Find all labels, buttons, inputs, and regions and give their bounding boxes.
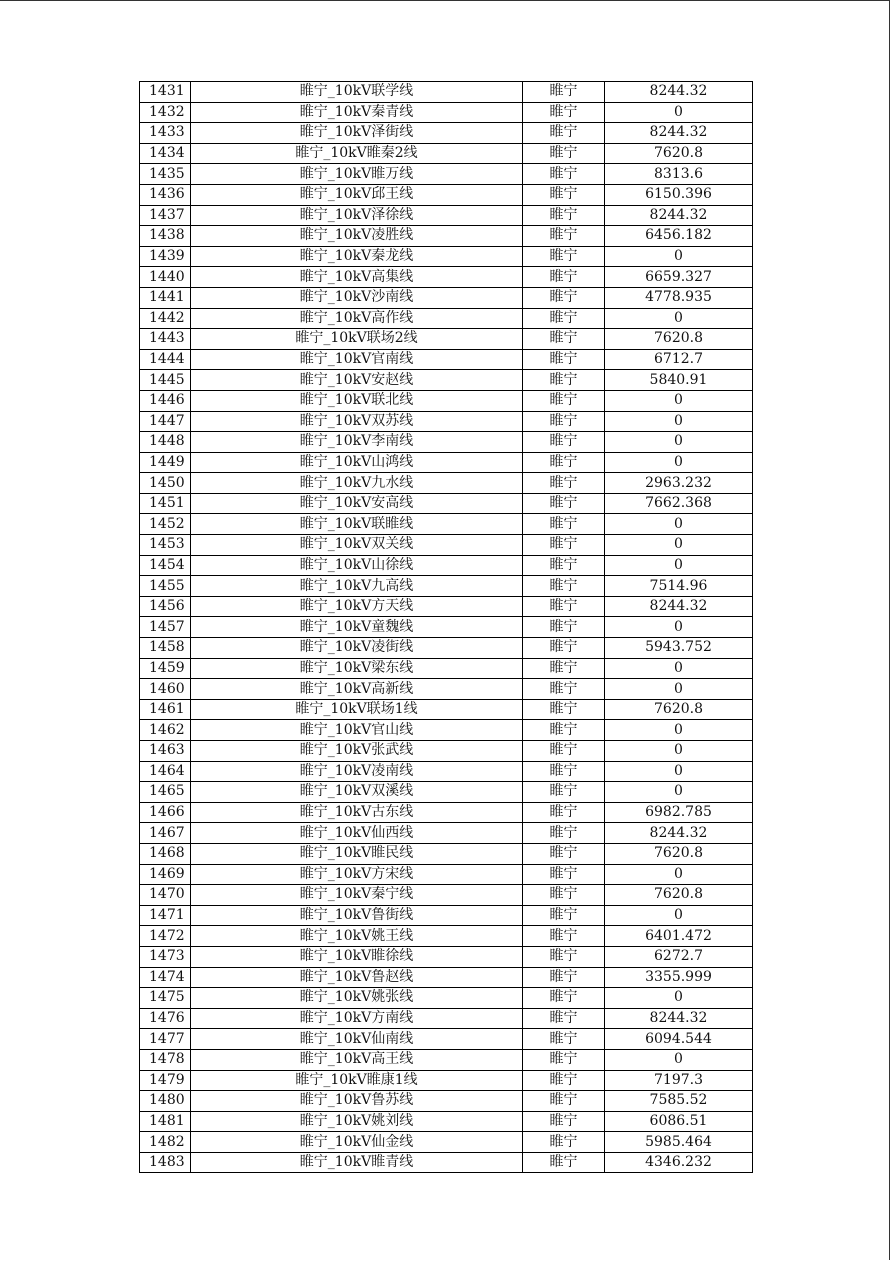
row-number-cell: 1481: [140, 1111, 191, 1132]
value-cell: 6401.472: [605, 926, 753, 947]
row-number-cell: 1467: [140, 823, 191, 844]
area-cell: 睢宁: [523, 782, 605, 803]
table-row: [140, 720, 753, 741]
table-row: [140, 452, 753, 473]
row-number-cell: 1472: [140, 926, 191, 947]
value-cell: 0: [605, 1049, 753, 1070]
line-name-cell: 睢宁_10kV姚王线: [191, 926, 523, 947]
row-number-cell: 1454: [140, 555, 191, 576]
table-row: [140, 164, 753, 185]
row-number-cell: 1450: [140, 473, 191, 494]
line-name-cell: 睢宁_10kV凌南线: [191, 761, 523, 782]
row-number-cell: 1434: [140, 143, 191, 164]
table-row: [140, 308, 753, 329]
table-row: [140, 782, 753, 803]
value-cell: 0: [605, 864, 753, 885]
data-table: [139, 81, 753, 1173]
value-cell: 7620.8: [605, 699, 753, 720]
row-number-cell: 1442: [140, 308, 191, 329]
area-cell: 睢宁: [523, 1132, 605, 1153]
row-number-cell: 1460: [140, 679, 191, 700]
line-name-cell: 睢宁_10kV安赵线: [191, 370, 523, 391]
table-row: [140, 1091, 753, 1112]
area-cell: 睢宁: [523, 514, 605, 535]
line-name-cell: 睢宁_10kV凌街线: [191, 638, 523, 659]
area-cell: 睢宁: [523, 432, 605, 453]
row-number-cell: 1435: [140, 164, 191, 185]
table-row: [140, 184, 753, 205]
area-cell: 睢宁: [523, 864, 605, 885]
line-name-cell: 睢宁_10kV山鸿线: [191, 452, 523, 473]
row-number-cell: 1468: [140, 843, 191, 864]
row-number-cell: 1479: [140, 1070, 191, 1091]
value-cell: 7620.8: [605, 885, 753, 906]
value-cell: 0: [605, 761, 753, 782]
area-cell: 睢宁: [523, 1049, 605, 1070]
value-cell: 8313.6: [605, 164, 753, 185]
area-cell: 睢宁: [523, 349, 605, 370]
table-row: [140, 102, 753, 123]
table-row: [140, 946, 753, 967]
row-number-cell: 1447: [140, 411, 191, 432]
value-cell: 0: [605, 535, 753, 556]
area-cell: 睢宁: [523, 555, 605, 576]
row-number-cell: 1445: [140, 370, 191, 391]
table-row: [140, 143, 753, 164]
line-name-cell: 睢宁_10kV联睢线: [191, 514, 523, 535]
area-cell: 睢宁: [523, 741, 605, 762]
row-number-cell: 1438: [140, 226, 191, 247]
value-cell: 6086.51: [605, 1111, 753, 1132]
table-row: [140, 864, 753, 885]
value-cell: 7620.8: [605, 329, 753, 350]
area-cell: 睢宁: [523, 287, 605, 308]
value-cell: 2963.232: [605, 473, 753, 494]
value-cell: 0: [605, 102, 753, 123]
value-cell: 0: [605, 905, 753, 926]
area-cell: 睢宁: [523, 123, 605, 144]
value-cell: 0: [605, 390, 753, 411]
row-number-cell: 1457: [140, 617, 191, 638]
row-number-cell: 1482: [140, 1132, 191, 1153]
area-cell: 睢宁: [523, 267, 605, 288]
row-number-cell: 1440: [140, 267, 191, 288]
value-cell: 0: [605, 782, 753, 803]
value-cell: 8244.32: [605, 596, 753, 617]
line-name-cell: 睢宁_10kV睢康1线: [191, 1070, 523, 1091]
row-number-cell: 1459: [140, 658, 191, 679]
line-name-cell: 睢宁_10kV鲁赵线: [191, 967, 523, 988]
area-cell: 睢宁: [523, 82, 605, 103]
row-number-cell: 1462: [140, 720, 191, 741]
table-row: [140, 390, 753, 411]
row-number-cell: 1465: [140, 782, 191, 803]
value-cell: 0: [605, 246, 753, 267]
table-row: [140, 843, 753, 864]
value-cell: 0: [605, 514, 753, 535]
row-number-cell: 1478: [140, 1049, 191, 1070]
row-number-cell: 1452: [140, 514, 191, 535]
table-row: [140, 1008, 753, 1029]
line-name-cell: 睢宁_10kV联场1线: [191, 699, 523, 720]
area-cell: 睢宁: [523, 184, 605, 205]
area-cell: 睢宁: [523, 452, 605, 473]
row-number-cell: 1441: [140, 287, 191, 308]
value-cell: 0: [605, 432, 753, 453]
table-row: [140, 1152, 753, 1173]
line-name-cell: 睢宁_10kV鲁街线: [191, 905, 523, 926]
row-number-cell: 1444: [140, 349, 191, 370]
value-cell: 7662.368: [605, 493, 753, 514]
table-row: [140, 1132, 753, 1153]
line-name-cell: 睢宁_10kV睢民线: [191, 843, 523, 864]
table-row: [140, 741, 753, 762]
table-row: [140, 287, 753, 308]
row-number-cell: 1453: [140, 535, 191, 556]
table-row: [140, 267, 753, 288]
line-name-cell: 睢宁_10kV姚张线: [191, 988, 523, 1009]
value-cell: 0: [605, 720, 753, 741]
line-name-cell: 睢宁_10kV鲁苏线: [191, 1091, 523, 1112]
area-cell: 睢宁: [523, 843, 605, 864]
area-cell: 睢宁: [523, 1111, 605, 1132]
area-cell: 睢宁: [523, 1091, 605, 1112]
row-number-cell: 1451: [140, 493, 191, 514]
table-row: [140, 926, 753, 947]
value-cell: 0: [605, 988, 753, 1009]
line-name-cell: 睢宁_10kV姚刘线: [191, 1111, 523, 1132]
table-row: [140, 246, 753, 267]
area-cell: 睢宁: [523, 638, 605, 659]
line-name-cell: 睢宁_10kV秦宁线: [191, 885, 523, 906]
table-row: [140, 1070, 753, 1091]
area-cell: 睢宁: [523, 164, 605, 185]
area-cell: 睢宁: [523, 329, 605, 350]
table-row: [140, 514, 753, 535]
value-cell: 8244.32: [605, 82, 753, 103]
value-cell: 7197.3: [605, 1070, 753, 1091]
value-cell: 8244.32: [605, 1008, 753, 1029]
area-cell: 睢宁: [523, 885, 605, 906]
value-cell: 0: [605, 658, 753, 679]
line-name-cell: 睢宁_10kV联北线: [191, 390, 523, 411]
table-row: [140, 823, 753, 844]
line-name-cell: 睢宁_10kV仙南线: [191, 1029, 523, 1050]
row-number-cell: 1432: [140, 102, 191, 123]
line-name-cell: 睢宁_10kV双溪线: [191, 782, 523, 803]
line-name-cell: 睢宁_10kV睢万线: [191, 164, 523, 185]
area-cell: 睢宁: [523, 493, 605, 514]
table-row: [140, 1111, 753, 1132]
row-number-cell: 1480: [140, 1091, 191, 1112]
area-cell: 睢宁: [523, 988, 605, 1009]
row-number-cell: 1437: [140, 205, 191, 226]
line-name-cell: 睢宁_10kV方南线: [191, 1008, 523, 1029]
area-cell: 睢宁: [523, 946, 605, 967]
table-row: [140, 885, 753, 906]
area-cell: 睢宁: [523, 926, 605, 947]
row-number-cell: 1476: [140, 1008, 191, 1029]
area-cell: 睢宁: [523, 720, 605, 741]
value-cell: 4346.232: [605, 1152, 753, 1173]
value-cell: 7620.8: [605, 843, 753, 864]
table-row: [140, 596, 753, 617]
row-number-cell: 1443: [140, 329, 191, 350]
row-number-cell: 1477: [140, 1029, 191, 1050]
line-name-cell: 睢宁_10kV高集线: [191, 267, 523, 288]
line-name-cell: 睢宁_10kV官南线: [191, 349, 523, 370]
row-number-cell: 1483: [140, 1152, 191, 1173]
line-name-cell: 睢宁_10kV官山线: [191, 720, 523, 741]
table-row: [140, 82, 753, 103]
row-number-cell: 1463: [140, 741, 191, 762]
area-cell: 睢宁: [523, 823, 605, 844]
row-number-cell: 1473: [140, 946, 191, 967]
table-row: [140, 535, 753, 556]
value-cell: 6712.7: [605, 349, 753, 370]
area-cell: 睢宁: [523, 658, 605, 679]
table-row: [140, 679, 753, 700]
line-name-cell: 睢宁_10kV双关线: [191, 535, 523, 556]
value-cell: 8244.32: [605, 123, 753, 144]
row-number-cell: 1448: [140, 432, 191, 453]
line-name-cell: 睢宁_10kV高新线: [191, 679, 523, 700]
line-name-cell: 睢宁_10kV童魏线: [191, 617, 523, 638]
value-cell: 0: [605, 617, 753, 638]
line-name-cell: 睢宁_10kV李南线: [191, 432, 523, 453]
area-cell: 睢宁: [523, 473, 605, 494]
row-number-cell: 1433: [140, 123, 191, 144]
row-number-cell: 1431: [140, 82, 191, 103]
table-row: [140, 493, 753, 514]
line-name-cell: 睢宁_10kV双苏线: [191, 411, 523, 432]
line-name-cell: 睢宁_10kV联学线: [191, 82, 523, 103]
line-name-cell: 睢宁_10kV联场2线: [191, 329, 523, 350]
table-row: [140, 432, 753, 453]
line-name-cell: 睢宁_10kV张武线: [191, 741, 523, 762]
area-cell: 睢宁: [523, 411, 605, 432]
area-cell: 睢宁: [523, 905, 605, 926]
table-row: [140, 370, 753, 391]
line-name-cell: 睢宁_10kV山徐线: [191, 555, 523, 576]
line-name-cell: 睢宁_10kV梁东线: [191, 658, 523, 679]
line-name-cell: 睢宁_10kV高作线: [191, 308, 523, 329]
line-name-cell: 睢宁_10kV睢徐线: [191, 946, 523, 967]
line-name-cell: 睢宁_10kV沙南线: [191, 287, 523, 308]
table-row: [140, 617, 753, 638]
row-number-cell: 1446: [140, 390, 191, 411]
area-cell: 睢宁: [523, 967, 605, 988]
row-number-cell: 1475: [140, 988, 191, 1009]
line-name-cell: 睢宁_10kV睢青线: [191, 1152, 523, 1173]
line-name-cell: 睢宁_10kV九水线: [191, 473, 523, 494]
value-cell: 6659.327: [605, 267, 753, 288]
area-cell: 睢宁: [523, 617, 605, 638]
row-number-cell: 1455: [140, 576, 191, 597]
line-name-cell: 睢宁_10kV睢秦2线: [191, 143, 523, 164]
table-row: [140, 473, 753, 494]
table-row: [140, 123, 753, 144]
table-row: [140, 576, 753, 597]
line-name-cell: 睢宁_10kV九高线: [191, 576, 523, 597]
table-row: [140, 802, 753, 823]
area-cell: 睢宁: [523, 761, 605, 782]
table-row: [140, 905, 753, 926]
row-number-cell: 1449: [140, 452, 191, 473]
value-cell: 6150.396: [605, 184, 753, 205]
value-cell: 7620.8: [605, 143, 753, 164]
value-cell: 0: [605, 452, 753, 473]
area-cell: 睢宁: [523, 102, 605, 123]
value-cell: 0: [605, 411, 753, 432]
area-cell: 睢宁: [523, 226, 605, 247]
row-number-cell: 1464: [140, 761, 191, 782]
area-cell: 睢宁: [523, 1029, 605, 1050]
table-row: [140, 205, 753, 226]
table-row: [140, 761, 753, 782]
table-row: [140, 1049, 753, 1070]
row-number-cell: 1439: [140, 246, 191, 267]
area-cell: 睢宁: [523, 143, 605, 164]
line-name-cell: 睢宁_10kV泽街线: [191, 123, 523, 144]
row-number-cell: 1466: [140, 802, 191, 823]
row-number-cell: 1474: [140, 967, 191, 988]
area-cell: 睢宁: [523, 246, 605, 267]
area-cell: 睢宁: [523, 308, 605, 329]
value-cell: 6456.182: [605, 226, 753, 247]
area-cell: 睢宁: [523, 679, 605, 700]
area-cell: 睢宁: [523, 576, 605, 597]
row-number-cell: 1461: [140, 699, 191, 720]
value-cell: 7585.52: [605, 1091, 753, 1112]
line-name-cell: 睢宁_10kV安高线: [191, 493, 523, 514]
area-cell: 睢宁: [523, 596, 605, 617]
table-body: [140, 82, 753, 1173]
table-row: [140, 349, 753, 370]
line-name-cell: 睢宁_10kV古东线: [191, 802, 523, 823]
area-cell: 睢宁: [523, 1070, 605, 1091]
area-cell: 睢宁: [523, 370, 605, 391]
value-cell: 0: [605, 308, 753, 329]
table-row: [140, 329, 753, 350]
value-cell: 8244.32: [605, 823, 753, 844]
table-row: [140, 967, 753, 988]
line-name-cell: 睢宁_10kV仙金线: [191, 1132, 523, 1153]
area-cell: 睢宁: [523, 205, 605, 226]
line-name-cell: 睢宁_10kV方宋线: [191, 864, 523, 885]
value-cell: 5943.752: [605, 638, 753, 659]
line-name-cell: 睢宁_10kV仙西线: [191, 823, 523, 844]
area-cell: 睢宁: [523, 535, 605, 556]
table-row: [140, 988, 753, 1009]
value-cell: 6272.7: [605, 946, 753, 967]
row-number-cell: 1470: [140, 885, 191, 906]
value-cell: 5840.91: [605, 370, 753, 391]
table-row: [140, 226, 753, 247]
value-cell: 6094.544: [605, 1029, 753, 1050]
area-cell: 睢宁: [523, 699, 605, 720]
value-cell: 4778.935: [605, 287, 753, 308]
value-cell: 0: [605, 555, 753, 576]
table-row: [140, 411, 753, 432]
table-row: [140, 555, 753, 576]
row-number-cell: 1469: [140, 864, 191, 885]
line-name-cell: 睢宁_10kV秦龙线: [191, 246, 523, 267]
value-cell: 6982.785: [605, 802, 753, 823]
line-name-cell: 睢宁_10kV凌胜线: [191, 226, 523, 247]
value-cell: 7514.96: [605, 576, 753, 597]
area-cell: 睢宁: [523, 1008, 605, 1029]
table-row: [140, 638, 753, 659]
line-name-cell: 睢宁_10kV泽徐线: [191, 205, 523, 226]
line-name-cell: 睢宁_10kV高王线: [191, 1049, 523, 1070]
value-cell: 3355.999: [605, 967, 753, 988]
value-cell: 0: [605, 679, 753, 700]
value-cell: 0: [605, 741, 753, 762]
line-name-cell: 睢宁_10kV邱王线: [191, 184, 523, 205]
row-number-cell: 1436: [140, 184, 191, 205]
area-cell: 睢宁: [523, 390, 605, 411]
value-cell: 5985.464: [605, 1132, 753, 1153]
table-row: [140, 1029, 753, 1050]
area-cell: 睢宁: [523, 1152, 605, 1173]
line-name-cell: 睢宁_10kV方天线: [191, 596, 523, 617]
table-row: [140, 658, 753, 679]
line-name-cell: 睢宁_10kV秦青线: [191, 102, 523, 123]
row-number-cell: 1456: [140, 596, 191, 617]
table-row: [140, 699, 753, 720]
row-number-cell: 1458: [140, 638, 191, 659]
area-cell: 睢宁: [523, 802, 605, 823]
row-number-cell: 1471: [140, 905, 191, 926]
value-cell: 8244.32: [605, 205, 753, 226]
